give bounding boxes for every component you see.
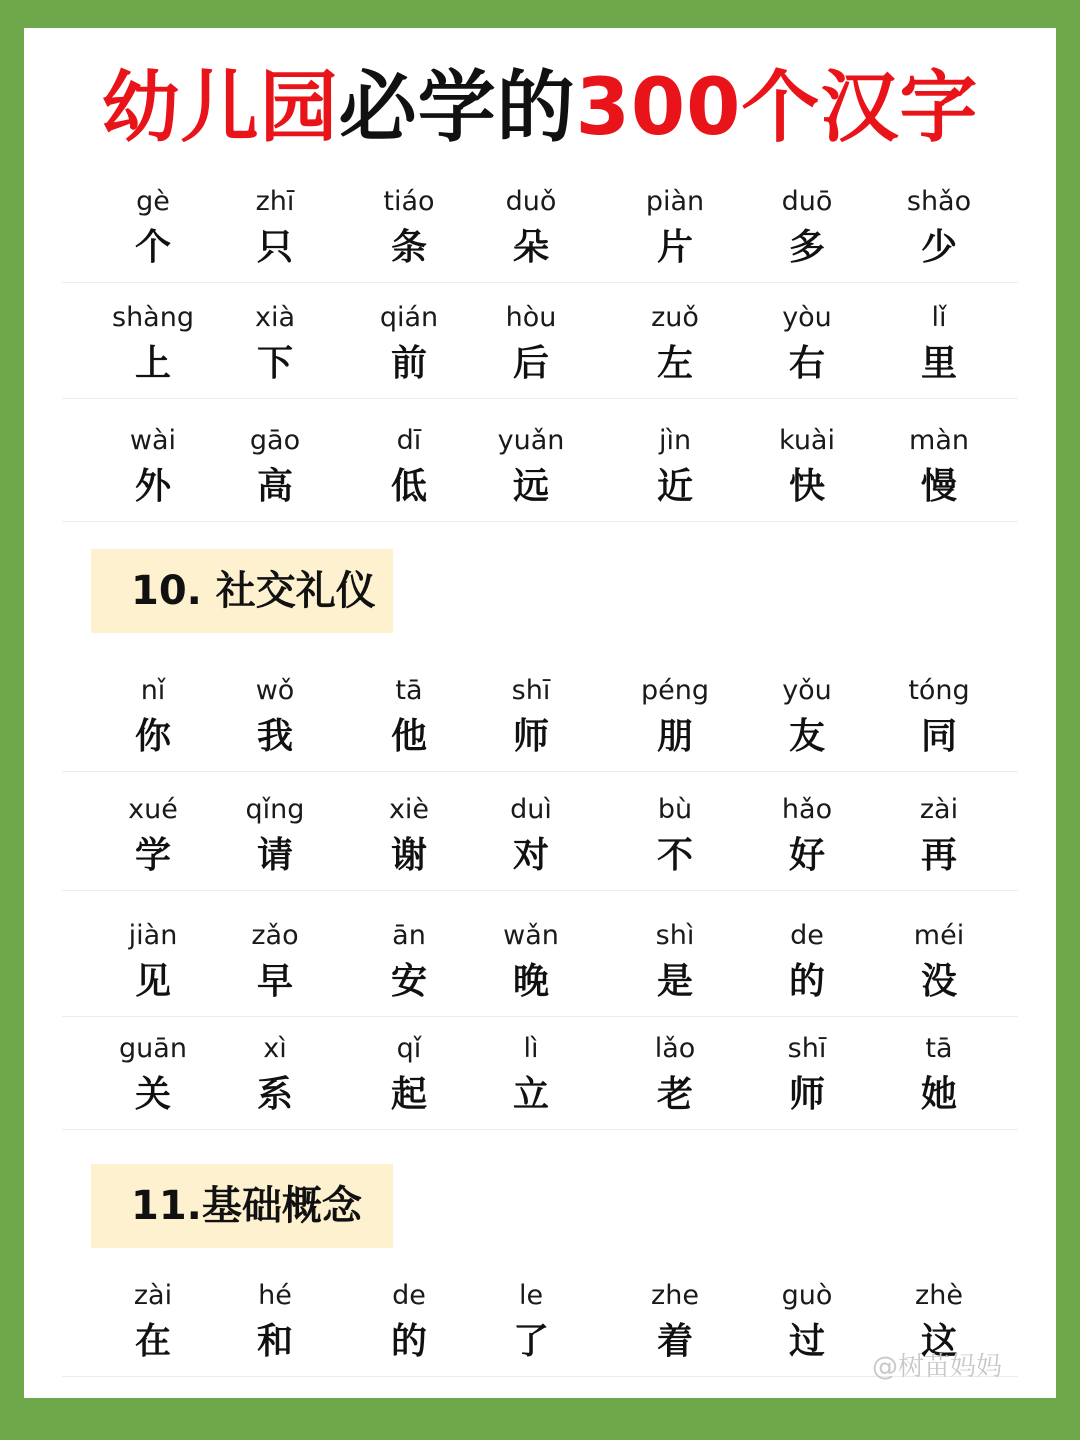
character-cell xyxy=(88,1031,218,1117)
character-cell xyxy=(742,300,872,386)
hanzi-character: 快 xyxy=(788,466,825,507)
hanzi-character: 她 xyxy=(920,1074,957,1115)
pinyin-label: hǎo xyxy=(781,794,833,825)
character-cell xyxy=(88,423,218,509)
pinyin-label: qǐng xyxy=(245,794,305,825)
character-cell xyxy=(88,300,218,386)
hanzi-character: 高 xyxy=(256,466,293,507)
hanzi-character: 系 xyxy=(256,1074,293,1115)
pinyin-label: tā xyxy=(395,675,423,706)
character-cell xyxy=(466,673,596,759)
hanzi-character: 慢 xyxy=(920,466,957,507)
hanzi-character: 少 xyxy=(920,227,957,268)
pinyin-label: yǒu xyxy=(782,675,832,706)
pinyin-label: hé xyxy=(258,1280,292,1311)
hanzi-character: 老 xyxy=(656,1074,693,1115)
pinyin-label: tóng xyxy=(908,675,970,706)
character-cell xyxy=(210,1031,340,1117)
pinyin-label: qián xyxy=(379,302,439,333)
hanzi-character: 朋 xyxy=(656,716,693,757)
character-cell xyxy=(344,184,474,270)
pinyin-label: xì xyxy=(263,1033,287,1064)
hanzi-character: 不 xyxy=(656,835,693,876)
character-cell xyxy=(874,792,1004,878)
hanzi-character: 过 xyxy=(788,1321,825,1362)
pinyin-label: duì xyxy=(510,794,552,825)
pinyin-label: wǒ xyxy=(255,675,295,706)
character-cell xyxy=(874,918,1004,1004)
character-cell xyxy=(874,1031,1004,1117)
pinyin-label: hòu xyxy=(505,302,557,333)
hanzi-character: 立 xyxy=(512,1074,549,1115)
character-cell xyxy=(742,1278,872,1364)
hanzi-character: 个 xyxy=(134,227,171,268)
pinyin-label: shàng xyxy=(112,302,194,333)
hanzi-character: 师 xyxy=(788,1074,825,1115)
hanzi-character: 多 xyxy=(788,227,825,268)
page-title xyxy=(24,63,1056,153)
hanzi-character: 的 xyxy=(788,961,825,1002)
hanzi-character: 安 xyxy=(390,961,427,1002)
pinyin-label: zhè xyxy=(915,1280,963,1311)
hanzi-character: 再 xyxy=(920,835,957,876)
character-cell xyxy=(610,184,740,270)
hanzi-character: 和 xyxy=(256,1321,293,1362)
character-cell xyxy=(742,1031,872,1117)
hanzi-character: 友 xyxy=(788,716,825,757)
character-cell xyxy=(210,300,340,386)
pinyin-label: tā xyxy=(925,1033,953,1064)
pinyin-label: zhe xyxy=(651,1280,699,1311)
hanzi-character: 师 xyxy=(512,716,549,757)
character-cell xyxy=(742,792,872,878)
hanzi-character: 外 xyxy=(134,466,171,507)
character-row xyxy=(62,300,1018,399)
character-cell xyxy=(466,918,596,1004)
pinyin-label: kuài xyxy=(779,425,835,456)
pinyin-label: zǎo xyxy=(251,920,299,951)
character-cell xyxy=(344,1278,474,1364)
pinyin-label: shì xyxy=(655,920,695,951)
character-cell xyxy=(344,300,474,386)
character-row xyxy=(62,918,1018,1017)
pinyin-label: de xyxy=(392,1280,426,1311)
character-cell xyxy=(344,792,474,878)
character-cell xyxy=(610,673,740,759)
character-row xyxy=(62,1031,1018,1130)
pinyin-label: guò xyxy=(781,1280,833,1311)
pinyin-label: gāo xyxy=(249,425,301,456)
character-cell xyxy=(466,423,596,509)
character-cell xyxy=(210,792,340,878)
character-cell xyxy=(344,1031,474,1117)
hanzi-character: 片 xyxy=(656,227,693,268)
pinyin-label: zài xyxy=(133,1280,173,1311)
character-cell xyxy=(210,423,340,509)
hanzi-character: 近 xyxy=(656,466,693,507)
character-cell xyxy=(874,423,1004,509)
hanzi-character: 见 xyxy=(134,961,171,1002)
character-row xyxy=(62,792,1018,891)
character-cell xyxy=(88,184,218,270)
character-cell xyxy=(742,673,872,759)
character-cell xyxy=(466,792,596,878)
hanzi-character: 里 xyxy=(920,343,957,384)
hanzi-character: 对 xyxy=(512,835,549,876)
pinyin-label: dī xyxy=(396,425,422,456)
pinyin-label: zài xyxy=(919,794,959,825)
title-part-1: 幼儿园 xyxy=(101,63,339,153)
watermark: @树苗妈妈 xyxy=(872,1352,1003,1382)
pinyin-label: tiáo xyxy=(383,186,435,217)
character-cell xyxy=(210,918,340,1004)
pinyin-label: duō xyxy=(781,186,833,217)
pinyin-label: zuǒ xyxy=(651,302,699,333)
hanzi-character: 右 xyxy=(788,343,825,384)
hanzi-character: 这 xyxy=(920,1321,957,1362)
character-cell xyxy=(610,300,740,386)
character-cell xyxy=(610,423,740,509)
character-cell xyxy=(88,792,218,878)
pinyin-label: yòu xyxy=(782,302,832,333)
pinyin-label: méi xyxy=(913,920,965,951)
hanzi-character: 你 xyxy=(134,716,171,757)
pinyin-label: zhī xyxy=(255,186,295,217)
hanzi-character: 后 xyxy=(512,343,549,384)
character-cell xyxy=(742,918,872,1004)
hanzi-character: 了 xyxy=(512,1321,549,1362)
hanzi-character: 朵 xyxy=(512,227,549,268)
pinyin-label: ān xyxy=(392,920,426,951)
hanzi-character: 低 xyxy=(390,466,427,507)
hanzi-character: 请 xyxy=(256,835,293,876)
pinyin-label: de xyxy=(790,920,824,951)
pinyin-label: le xyxy=(518,1280,544,1311)
pinyin-label: wài xyxy=(129,425,177,456)
character-cell xyxy=(874,673,1004,759)
character-cell xyxy=(742,184,872,270)
hanzi-character: 在 xyxy=(134,1321,171,1362)
title-part-2: 必学的 xyxy=(338,63,576,153)
hanzi-character: 只 xyxy=(256,227,293,268)
character-cell xyxy=(466,300,596,386)
section-header-11: 11.基础概念 xyxy=(91,1164,393,1248)
hanzi-character: 晚 xyxy=(512,961,549,1002)
hanzi-character: 上 xyxy=(134,343,171,384)
hanzi-character: 早 xyxy=(256,961,293,1002)
hanzi-character: 远 xyxy=(512,466,549,507)
pinyin-label: jiàn xyxy=(128,920,178,951)
pinyin-label: xià xyxy=(254,302,296,333)
character-cell xyxy=(466,1031,596,1117)
pinyin-label: piàn xyxy=(645,186,705,217)
character-row xyxy=(62,673,1018,772)
pinyin-label: wǎn xyxy=(503,920,559,951)
character-row xyxy=(62,423,1018,522)
hanzi-character: 同 xyxy=(920,716,957,757)
pinyin-label: shǎo xyxy=(906,186,972,217)
pinyin-label: gè xyxy=(136,186,170,217)
hanzi-character: 左 xyxy=(656,343,693,384)
hanzi-character: 前 xyxy=(390,343,427,384)
hanzi-character: 他 xyxy=(390,716,427,757)
character-cell xyxy=(88,673,218,759)
character-cell xyxy=(88,1278,218,1364)
hanzi-character: 下 xyxy=(256,343,293,384)
character-cell xyxy=(610,918,740,1004)
pinyin-label: lǎo xyxy=(654,1033,696,1064)
character-cell xyxy=(344,673,474,759)
pinyin-label: péng xyxy=(640,675,709,706)
pinyin-label: yuǎn xyxy=(497,425,565,456)
pinyin-label: xiè xyxy=(388,794,430,825)
section-header-10: 10. 社交礼仪 xyxy=(91,549,393,633)
pinyin-label: qǐ xyxy=(396,1033,422,1064)
character-cell xyxy=(610,792,740,878)
pinyin-label: duǒ xyxy=(505,186,557,217)
hanzi-character: 是 xyxy=(656,961,693,1002)
hanzi-character: 起 xyxy=(390,1074,427,1115)
character-cell xyxy=(874,184,1004,270)
character-cell xyxy=(210,673,340,759)
hanzi-character: 条 xyxy=(390,227,427,268)
pinyin-label: lì xyxy=(523,1033,539,1064)
title-part-3: 300个汉字 xyxy=(575,63,979,153)
character-cell xyxy=(742,423,872,509)
pinyin-label: lǐ xyxy=(931,302,947,333)
hanzi-character: 没 xyxy=(920,961,957,1002)
character-cell xyxy=(344,423,474,509)
hanzi-character: 关 xyxy=(134,1074,171,1115)
character-row xyxy=(62,184,1018,283)
character-cell xyxy=(344,918,474,1004)
hanzi-character: 学 xyxy=(134,835,171,876)
hanzi-character: 的 xyxy=(390,1321,427,1362)
page-card xyxy=(24,28,1056,1398)
pinyin-label: bù xyxy=(657,794,693,825)
character-cell xyxy=(610,1031,740,1117)
pinyin-label: nǐ xyxy=(140,675,166,706)
character-cell xyxy=(210,184,340,270)
character-cell xyxy=(610,1278,740,1364)
character-cell xyxy=(466,184,596,270)
pinyin-label: xué xyxy=(128,794,178,825)
character-cell xyxy=(466,1278,596,1364)
pinyin-label: màn xyxy=(909,425,969,456)
hanzi-character: 着 xyxy=(656,1321,693,1362)
pinyin-label: guān xyxy=(119,1033,187,1064)
hanzi-character: 我 xyxy=(256,716,293,757)
pinyin-label: jìn xyxy=(658,425,692,456)
hanzi-character: 谢 xyxy=(390,835,427,876)
character-cell xyxy=(88,918,218,1004)
character-cell xyxy=(210,1278,340,1364)
pinyin-label: shī xyxy=(511,675,551,706)
pinyin-label: shī xyxy=(787,1033,827,1064)
character-cell xyxy=(874,300,1004,386)
hanzi-character: 好 xyxy=(788,835,825,876)
